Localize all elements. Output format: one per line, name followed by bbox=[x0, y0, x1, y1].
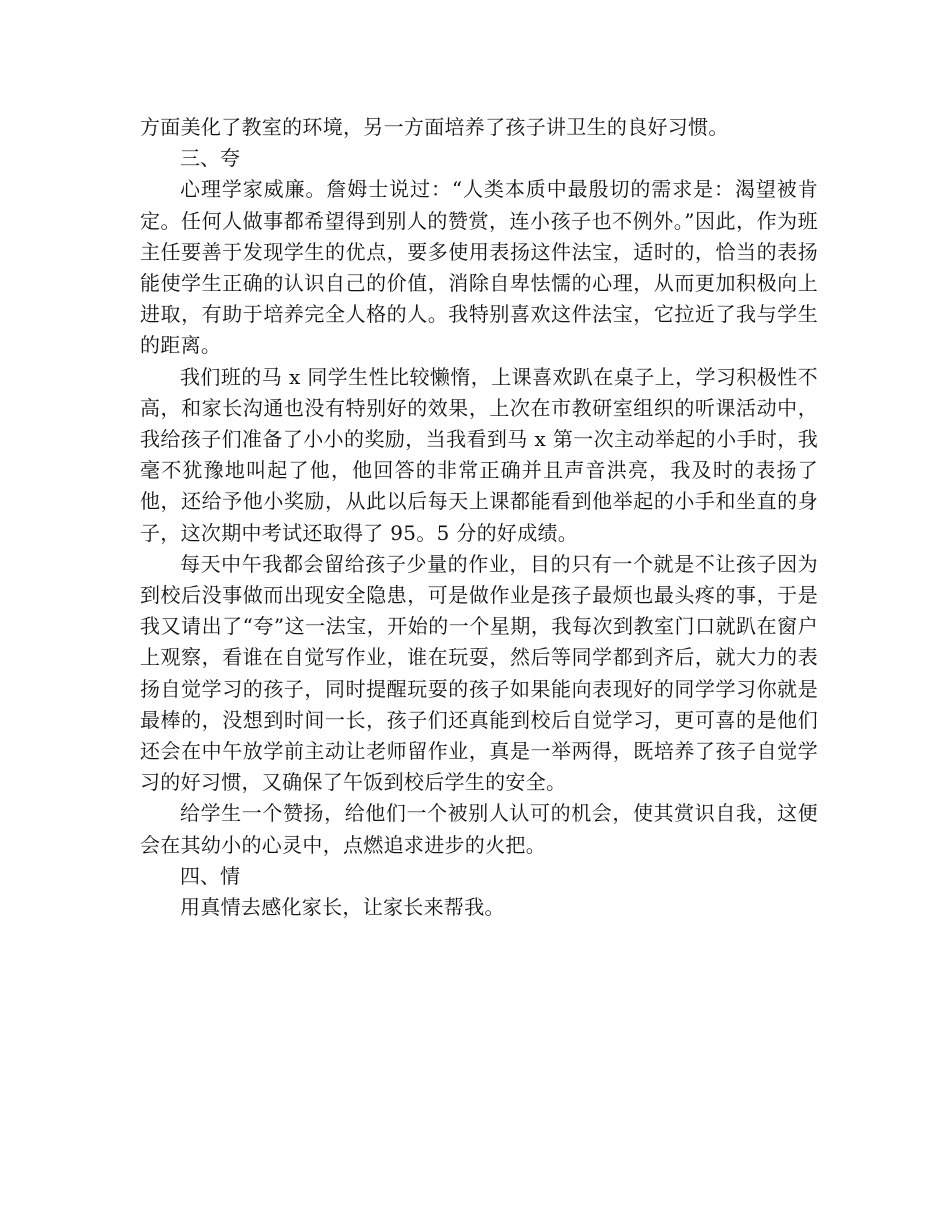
paragraph-parents: 用真情去感化家长，让家长来帮我。 bbox=[180, 895, 505, 920]
paragraph-continuation: 方面美化了教室的环境，另一方面培养了孩子讲卫生的良好习惯。 bbox=[140, 115, 729, 139]
section-heading-kua: 三、夸 bbox=[180, 146, 240, 171]
document-body bbox=[140, 112, 818, 923]
section-heading-qing: 四、情 bbox=[180, 863, 240, 888]
paragraph-student-ma: 我们班的马 x 同学生性比较懒惰，上课喜欢趴在桌子上，学习积极性不高，和家长沟通也没有特别好的效果，上次在市教研室组织的听课活动中，我给孩子们准备了小小的奖励，当我看到马 x 第一次主动举起的小手时，我毫不犹豫地叫起了他，他回答的非常正确并且声音洪亮，我及时的表扬了他，还给予他小奖励，从此以后每天上课都能看到他举起的小手和坐直的身子，这次期中考试还取得了 95。5 分的好成绩。 bbox=[140, 364, 818, 545]
paragraph-praise-summary: 给学生一个赞扬，给他们一个被别人认可的机会，使其赏识自我，这便会在其幼小的心灵中，点燃追求进步的火把。 bbox=[140, 801, 818, 857]
paragraph-noon-homework: 每天中午我都会留给孩子少量的作业，目的只有一个就是不让孩子因为到校后没事做而出现安全隐患，可是做作业是孩子最烦也最头疼的事，于是我又请出了“夸”这一法宝，开始的一个星期，我每次到教室门口就趴在窗户上观察，看谁在自觉写作业，谁在玩耍，然后等同学都到齐后，就大力的表扬自觉学习的孩子，同时提醒玩耍的孩子如果能向表现好的同学学习你就是最棒的，没想到时间一长，孩子们还真能到校后自觉学习，更可喜的是他们还会在中午放学前主动让老师留作业，真是一举两得，既培养了孩子自觉学习的好习惯，又确保了午饭到校后学生的安全。 bbox=[140, 551, 818, 795]
paragraph-james-quote: 心理学家威廉。詹姆士说过：“人类本质中最殷切的需求是：渴望被肯定。任何人做事都希望得到别人的赞赏，连小孩子也不例外。”因此，作为班主任要善于发现学生的优点，要多使用表扬这件法宝，适时的，恰当的表扬能使学生正确的认识自己的价值，消除自卑怯懦的心理，从而更加积极向上进取，有助于培养完全人格的人。我特别喜欢这件法宝，它拉近了我与学生的距离。 bbox=[140, 177, 818, 358]
